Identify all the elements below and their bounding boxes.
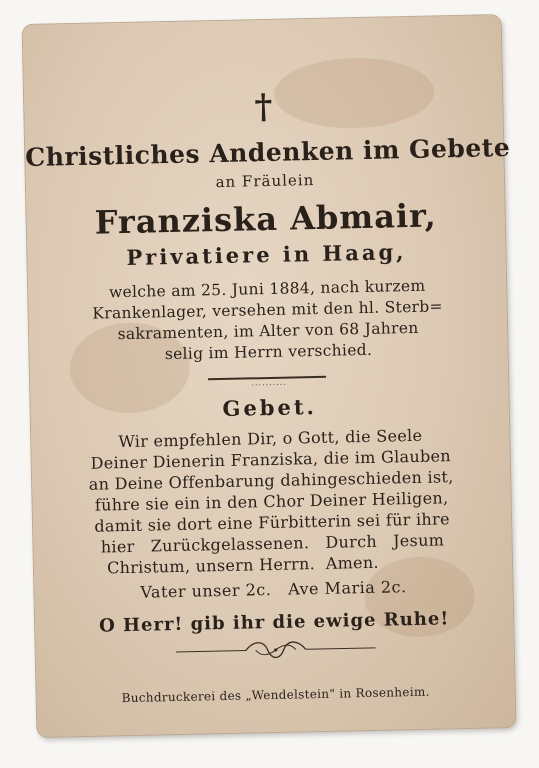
prayer-line: Wir empfehlen Dir, o Gott, die Seele [118, 425, 423, 452]
ornament-flourish-icon [176, 636, 376, 664]
prayer-line: an Deine Offenbarung dahingeschieden ist, [88, 467, 454, 494]
prayer-line: Deiner Dienerin Franziska, die im Glauben [90, 446, 452, 473]
cross-symbol: † [254, 86, 273, 128]
notice-line: Krankenlager, versehen mit den hl. Sterb= [92, 297, 443, 323]
deceased-name: Franziska Abmair, [94, 196, 438, 242]
salutation: an Fräulein [215, 171, 315, 192]
notice-line: selig im Herrn verschied. [164, 340, 373, 364]
deceased-occupation: Privatiere in Haag, [126, 239, 407, 270]
prayer-line: Christum, unsern Herrn. Amen. [106, 552, 380, 578]
closing-prayers: Vater unser 2c. Ave Maria 2c. [140, 577, 407, 602]
prayer-title: Gebet. [222, 394, 318, 421]
divider-dots: .......... [251, 377, 287, 388]
notice-line: welche am 25. Juni 1884, nach kurzem [108, 276, 426, 302]
prayer-line: damit sie dort eine Fürbitterin sei für ihre [94, 509, 450, 536]
memorial-heading: Christliches Andenken im Gebete [25, 132, 511, 173]
memorial-card [23, 15, 516, 737]
notice-line: sakramenten, im Alter von 68 Jahren [117, 318, 419, 344]
prayer-line: führe sie ein in den Chor Deiner Heiligen, [94, 488, 449, 515]
printer-imprint: Buchdruckerei des „Wendelstein" in Rosenheim. [121, 684, 430, 706]
closing-invocation: O Herr! gib ihr die ewige Ruhe! [98, 608, 450, 637]
prayer-line: hier Zurückgelassenen. Durch Jesum [100, 530, 445, 557]
